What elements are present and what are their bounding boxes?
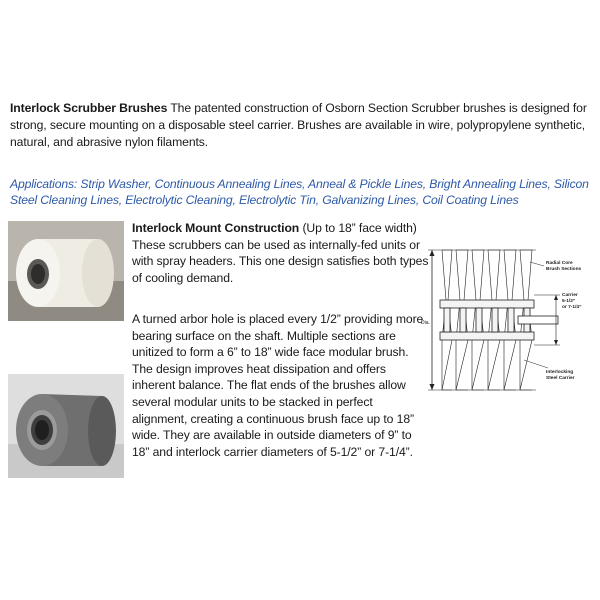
carrier-size-1-label: 5-1/2” [562,299,576,304]
arbor-hole-paragraph: A turned arbor hole is placed every 1/2” providing more bearing surface on the shaft. Multiple sections are unitized to form a 6” to 18” wide face modular brush. The design improves heat dissipation and offers inherent balance. The flat ends of the brushes allow several modular units to be stacked in perfect alignment, creating a continuous brush face up to 18” wide. They are available in outside diameters of 9” to 18” and interlock carrier diameters of 5-1/2” or 7-1/4”. [132,312,424,459]
brush-sections-label: Brush Sections [546,267,582,272]
mount-construction-paragraph [132,220,432,286]
intro-body: The patented construction of Osborn Section Scrubber brushes is designed for strong, secure mounting on a disposable steel carrier. Brushes are available in wire, polypropylene synthetic, natural, and abrasive nylon filaments. [10,101,587,149]
interlocking-label: Interlocking [546,370,574,375]
carrier-label: Carrier [562,293,578,298]
intro-paragraph [10,100,590,151]
mount-title: Interlock Mount Construction [132,221,300,235]
mount-body: (Up to 18” face width) These scrubbers can be used as internally-fed units or with spray headers. This one design satisfies both types of cooling demand. [132,221,429,285]
applications-text: Applications: Strip Washer, Continuous Annealing Lines, Anneal & Pickle Lines, Bright Annealing Lines, Silicon Steel Cleaning Lines, Electrolytic Cleaning, Electrolytic Tin, Galvanizing Lines, Coil Coating Lines [10,177,589,207]
radial-core-label: Radial Core [546,261,573,266]
dia-label: Dia. [421,320,430,326]
gray-brush-image [8,374,124,478]
brush-cross-section-diagram [418,240,598,400]
gray-brush-photo [8,374,124,478]
white-brush-photo [8,221,124,321]
intro-title: Interlock Scrubber Brushes [10,101,168,115]
shaft [518,316,558,324]
carrier-size-2-label: or 7-1/4” [562,305,582,310]
steel-carrier-label: Steel Carrier [546,376,575,381]
white-brush-image [8,221,124,321]
